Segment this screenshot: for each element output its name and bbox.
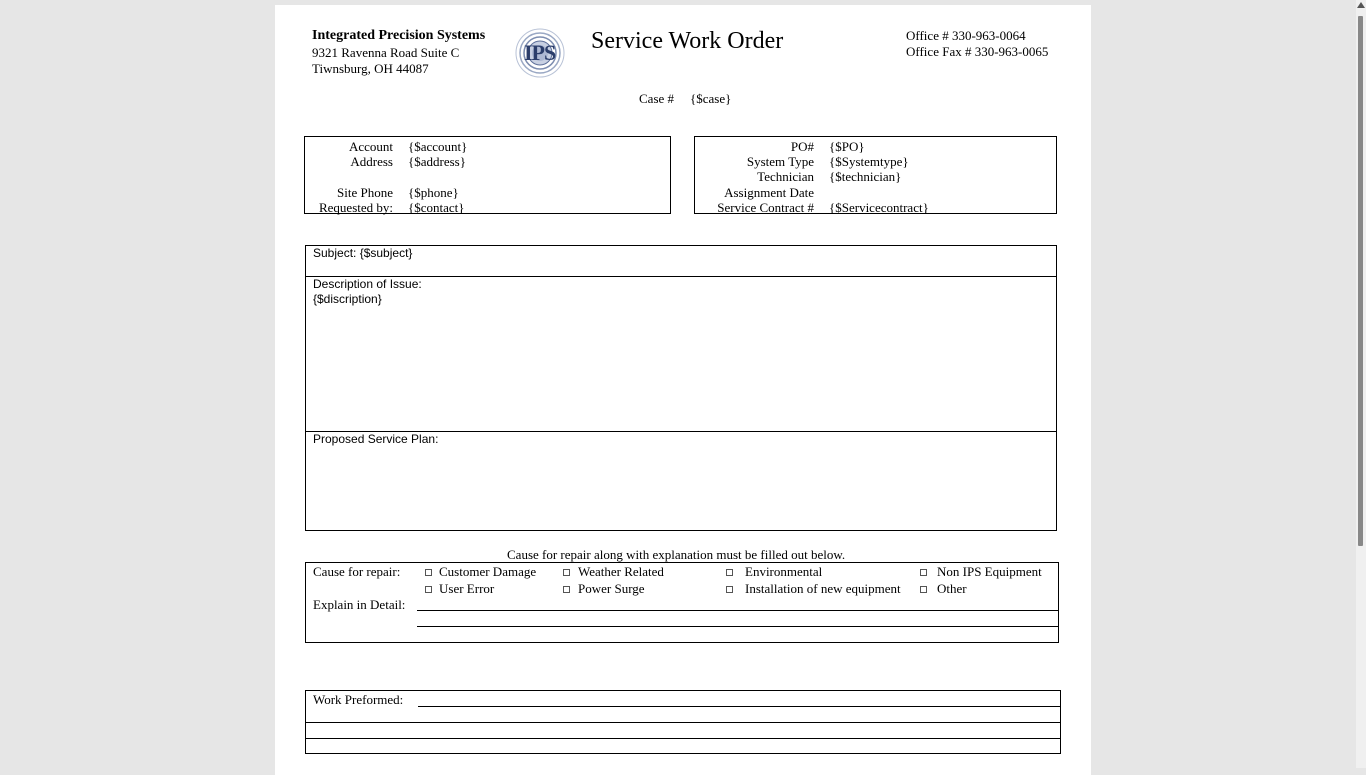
scroll-up-arrow-icon[interactable]	[1357, 2, 1365, 8]
account-info-box	[304, 136, 671, 214]
description-label: Description of Issue:	[313, 277, 422, 291]
checkbox-environmental[interactable]	[726, 569, 733, 576]
site-phone-label: Site Phone	[337, 185, 393, 200]
po-value: {$PO}	[829, 139, 865, 154]
po-label: PO#	[790, 139, 814, 154]
service-contract-label: Service Contract #	[717, 200, 814, 215]
work-line-2[interactable]	[306, 722, 1060, 723]
service-contract-value: {$Servicecontract}	[829, 200, 929, 215]
work-performed-label: Work Preformed:	[313, 692, 404, 707]
option-installation: Installation of new equipment	[745, 581, 901, 596]
requested-by-label: Requested by:	[318, 200, 393, 215]
system-type-value: {$Systemtype}	[829, 154, 909, 169]
account-label: Account	[348, 139, 393, 154]
checkbox-power-surge[interactable]	[563, 586, 570, 593]
work-line-1[interactable]	[418, 706, 1060, 707]
option-weather-related: Weather Related	[578, 564, 664, 579]
option-non-ips-equipment: Non IPS Equipment	[937, 564, 1042, 579]
work-performed-box	[305, 690, 1061, 754]
address-label: Address	[350, 154, 393, 169]
work-order-page	[275, 5, 1091, 775]
option-user-error: User Error	[439, 581, 495, 596]
company-address-line1: 9321 Ravenna Road Suite C	[312, 45, 460, 60]
vertical-scrollbar[interactable]	[1356, 0, 1366, 768]
office-fax: Office Fax # 330-963-0065	[906, 44, 1049, 59]
checkbox-weather-related[interactable]	[563, 569, 570, 576]
logo-text: IPS	[524, 40, 556, 65]
issue-section	[305, 245, 1057, 531]
company-logo	[510, 27, 570, 79]
checkbox-user-error[interactable]	[425, 586, 432, 593]
option-environmental: Environmental	[745, 564, 823, 579]
order-info-box	[694, 136, 1057, 214]
company-name: Integrated Precision Systems	[312, 28, 486, 43]
case-value: {$case}	[690, 91, 732, 106]
system-type-label: System Type	[746, 154, 814, 169]
subject-field: Subject: {$subject}	[313, 246, 413, 260]
technician-label: Technician	[757, 169, 814, 184]
company-address-line2: Tiwnsburg, OH 44087	[312, 61, 429, 76]
document-title: Service Work Order	[591, 28, 784, 54]
option-power-surge: Power Surge	[578, 581, 645, 596]
case-label: Case #	[639, 91, 675, 106]
work-line-3[interactable]	[306, 738, 1060, 739]
checkbox-non-ips-equipment[interactable]	[920, 569, 927, 576]
assignment-date-label: Assignment Date	[724, 185, 814, 200]
description-value: {$discription}	[313, 292, 382, 306]
explain-line-1[interactable]	[417, 610, 1058, 611]
option-other: Other	[937, 581, 967, 596]
checkbox-other[interactable]	[920, 586, 927, 593]
explain-line-2[interactable]	[417, 626, 1058, 627]
cause-note: Cause for repair along with explanation must be filled out below.	[507, 547, 846, 562]
account-value: {$account}	[408, 139, 468, 154]
scroll-thumb[interactable]	[1358, 16, 1363, 546]
checkbox-customer-damage[interactable]	[425, 569, 432, 576]
office-phone: Office # 330-963-0064	[906, 28, 1026, 43]
explain-label: Explain in Detail:	[313, 597, 406, 612]
requested-by-value: {$contact}	[408, 200, 465, 215]
technician-value: {$technician}	[829, 169, 902, 184]
checkbox-installation[interactable]	[726, 586, 733, 593]
address-value: {$address}	[408, 154, 466, 169]
service-plan-label: Proposed Service Plan:	[313, 432, 439, 446]
site-phone-value: {$phone}	[408, 185, 459, 200]
cause-for-repair-box	[305, 562, 1059, 643]
option-customer-damage: Customer Damage	[439, 564, 537, 579]
cause-label: Cause for repair:	[313, 564, 401, 579]
